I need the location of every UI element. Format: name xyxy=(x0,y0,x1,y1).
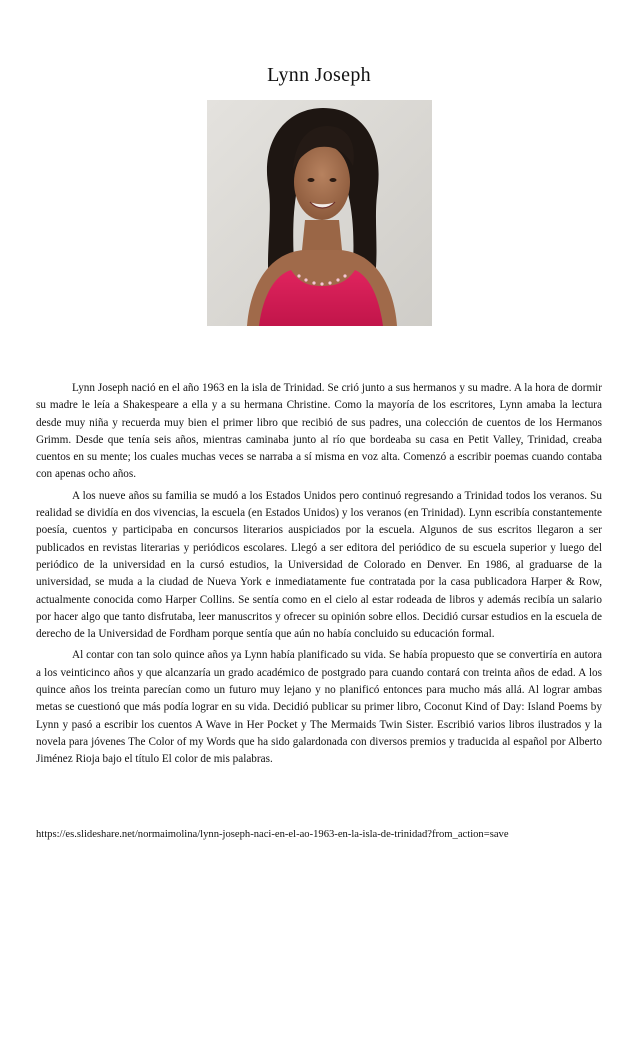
page-title: Lynn Joseph xyxy=(267,64,371,86)
biography-paragraph-1: Lynn Joseph nació en el año 1963 en la isla de Trinidad. Se crió junto a sus hermanos y su madre. A la hora de dormir su madre le leía a Shakespeare a ella y a su hermana Christine. Como la mayoría de los escritores, Lynn amaba la lectura desde muy niña y recuerda muy bien el primer libro que recibió de sus padres, una colección de cuentos de los Hermanos Grimm. Desde que tenía seis años, mientras caminaba junto al río que bordeaba su casa en Petit Valley, Trinidad, creaba cuentos en su mente; los cuales muchas veces se narraba a sí misma en voz alta. Comenzó a escribir poemas cuando contaba con apenas ocho años. xyxy=(36,382,602,481)
author-photo xyxy=(207,100,432,326)
biography-paragraph-2: A los nueve años su familia se mudó a los Estados Unidos pero continuó regresando a Trinidad todos los veranos. Su realidad se dividía en dos vivencias, la escuela (en Estados Unidos) y los veranos (en Trinidad). Lynn escribía constantemente poesía, cuentos y participaba en concursos literarios auspiciados por la escuela. Algunos de sus escritos llegaron a ser publicados en revistas literarias y periódicos escolares. Llegó a ser editora del periódico de su escuela superior y luego del periódico de la universidad en la cursó estudios, la Universidad de Colorado en Denver. En 1986, al graduarse de la universidad, se muda a la ciudad de Nueva York e inmediatamente fue contratada por la casa publicadora Harper & Row, actualmente conocida como Harper Collins. Se sentía como en el cielo al estar rodeada de libros y además recibía un salario por hacer algo que tanto disfrutaba, leer manuscritos y ofrecer su opinión sobre ellos. Decidió cursar estudios en la escuela de derecho de la Universidad de Fordham porque sentía que aún no había concluido su educación formal. xyxy=(36,489,602,641)
biography-text xyxy=(36,380,602,773)
biography-paragraph-3: Al contar con tan solo quince años ya Lynn había planificado su vida. Se había propuesto que se convertiría en autora a los veinticinco años y que alcanzaría un grado académico de postgrado para cuando contará con treinta años de edad. A los quince años los treinta parecían como un futuro muy lejano y no planificó entonces para mucho más allá. Al lograr ambas metas se cuestionó que más podía lograr en su vida. Decidió publicar su primer libro, Coconut Kind of Day: Island Poems by Lynn y pasó a escribir los cuentos A Wave in Her Pocket y The Mermaids Twin Sister. Escribió varios libros ilustrados y la novela para jóvenes The Color of my Words que ha sido galardonada con diversos premios y traducida al español por Alberto Jiménez Rioja bajo el título El color de mis palabras. xyxy=(36,649,602,766)
source-url: https://es.slideshare.net/normaimolina/lynn-joseph-naci-en-el-ao-1963-en-la-isla-de-trinidad?from_action=save xyxy=(36,829,509,840)
